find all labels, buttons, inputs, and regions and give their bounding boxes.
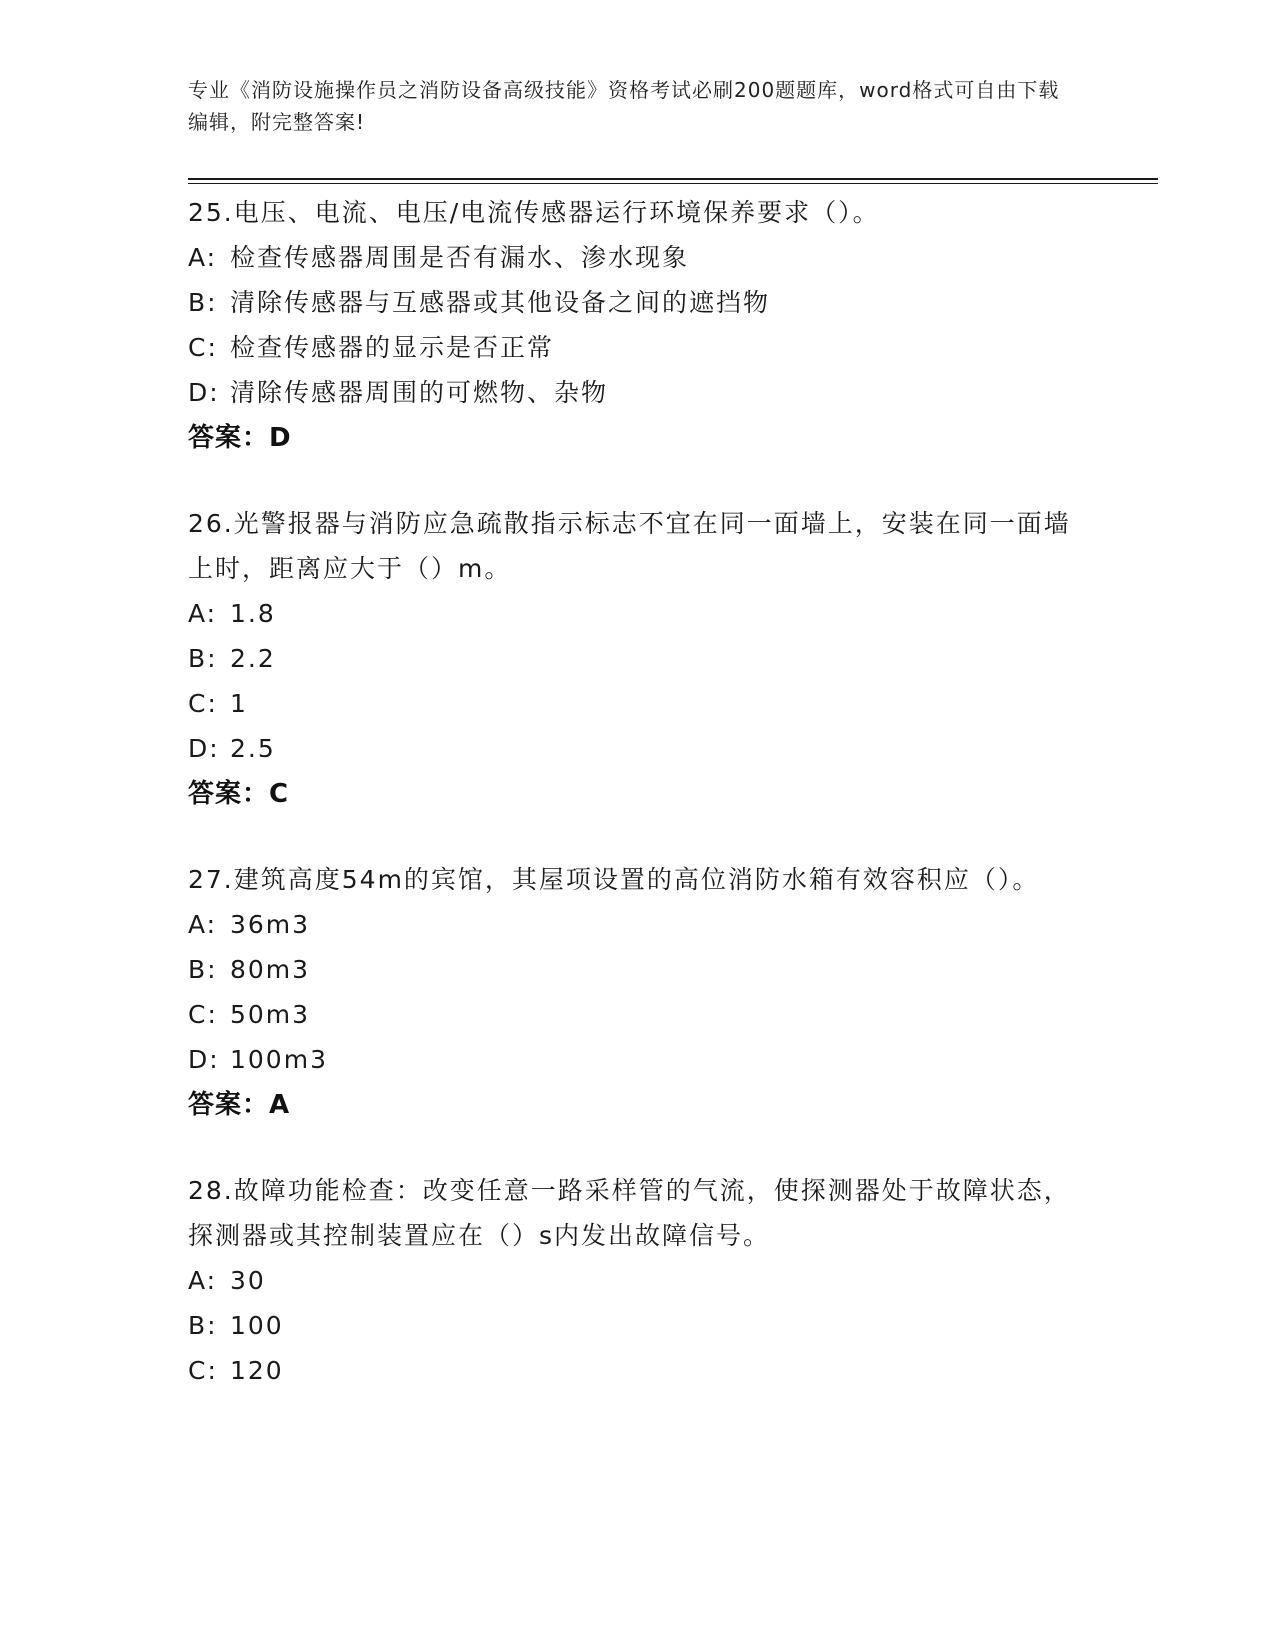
document-header: 专业《消防设施操作员之消防设备高级技能》资格考试必刷200题题库，word格式可自由下载编辑，附完整答案! <box>188 78 1060 134</box>
option-text: 清除传感器与互感器或其他设备之间的遮挡物 <box>230 288 771 317</box>
option-text: 100 <box>230 1311 284 1340</box>
option-key: D: <box>188 378 220 407</box>
option-key: C: <box>188 689 218 718</box>
option-text: 检查传感器周围是否有漏水、渗水现象 <box>230 243 690 272</box>
option-text: 1 <box>230 689 248 718</box>
question-text: 25.电压、电流、电压/电流传感器运行环境保养要求（）。 <box>188 198 880 227</box>
question-text: 27.建筑高度54m的宾馆，其屋项设置的高位消防水箱有效容积应（）。 <box>188 865 1040 894</box>
option-text: 100m3 <box>230 1045 328 1074</box>
question-25 <box>188 190 1078 461</box>
option-c <box>188 992 1078 1037</box>
option-b <box>188 636 1078 681</box>
answer-line: 答案：A <box>188 1090 291 1120</box>
option-text: 2.2 <box>230 644 276 673</box>
option-a <box>188 902 1078 947</box>
option-key: A: <box>188 1266 218 1295</box>
option-b <box>188 1303 1078 1348</box>
option-text: 120 <box>230 1356 284 1385</box>
question-26 <box>188 501 1078 817</box>
option-d <box>188 1037 1078 1082</box>
header-divider <box>188 178 1158 180</box>
option-text: 2.5 <box>230 734 276 763</box>
question-28 <box>188 1168 1078 1393</box>
header-divider-thin <box>188 183 1158 184</box>
answer-line: 答案：C <box>188 779 290 809</box>
question-list <box>188 190 1078 1433</box>
option-b <box>188 947 1078 992</box>
answer-line: 答案：D <box>188 423 292 453</box>
option-d <box>188 726 1078 771</box>
option-a <box>188 235 1078 280</box>
option-key: C: <box>188 333 218 362</box>
question-27 <box>188 857 1078 1128</box>
option-key: A: <box>188 910 218 939</box>
question-text: 28.故障功能检查：改变任意一路采样管的气流，使探测器处于故障状态，探测器或其控制装置应在（）s内发出故障信号。 <box>188 1176 1071 1250</box>
option-text: 50m3 <box>230 1000 311 1029</box>
option-key: A: <box>188 599 218 628</box>
option-a <box>188 1258 1078 1303</box>
option-key: B: <box>188 1311 218 1340</box>
option-text: 80m3 <box>230 955 311 984</box>
option-text: 30 <box>230 1266 266 1295</box>
option-text: 36m3 <box>230 910 311 939</box>
option-key: B: <box>188 644 218 673</box>
option-key: B: <box>188 955 218 984</box>
option-key: D: <box>188 1045 220 1074</box>
option-b <box>188 280 1078 325</box>
option-text: 检查传感器的显示是否正常 <box>230 333 555 362</box>
option-key: D: <box>188 734 220 763</box>
option-key: C: <box>188 1000 218 1029</box>
question-text: 26.光警报器与消防应急疏散指示标志不宜在同一面墙上，安装在同一面墙上时，距离应大于（）m。 <box>188 509 1071 583</box>
option-key: A: <box>188 243 218 272</box>
option-c <box>188 681 1078 726</box>
option-d <box>188 370 1078 415</box>
option-text: 清除传感器周围的可燃物、杂物 <box>230 378 609 407</box>
option-a <box>188 591 1078 636</box>
option-c <box>188 1348 1078 1393</box>
option-text: 1.8 <box>230 599 276 628</box>
option-c <box>188 325 1078 370</box>
option-key: C: <box>188 1356 218 1385</box>
option-key: B: <box>188 288 218 317</box>
